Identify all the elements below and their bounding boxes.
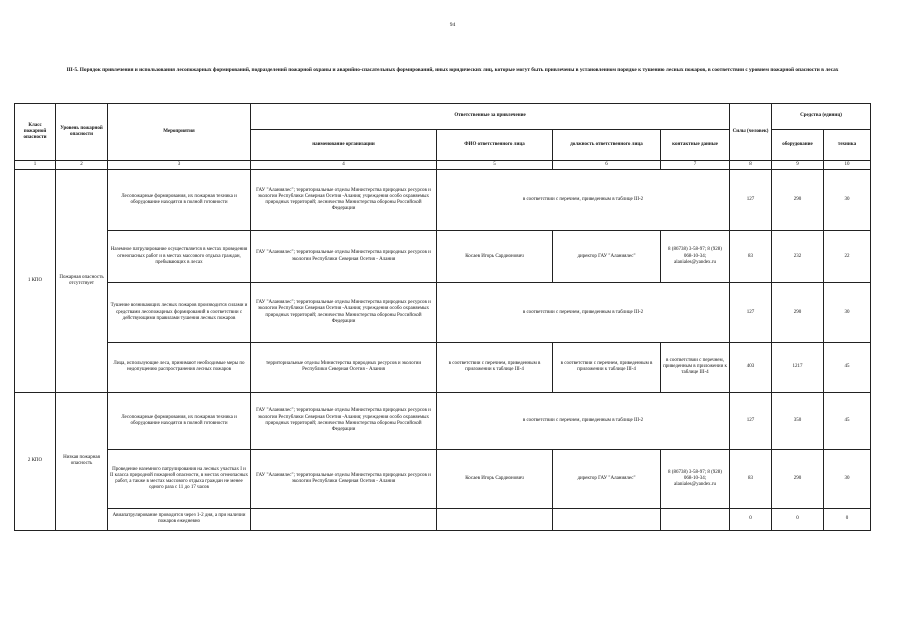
page-number: 94	[449, 22, 456, 28]
equipment-cell: 232	[772, 230, 824, 283]
forces-cell: 0	[730, 508, 772, 530]
header-contacts: контактные данные	[661, 130, 730, 161]
measure-cell: Наземное патрулирование осуществляется в местах проведения огнеопасных работ и в местах массового отдыха граждан, пребывающих в лесах	[108, 230, 251, 283]
column-number: 3	[108, 161, 251, 170]
vehicles-cell: 45	[824, 392, 871, 450]
column-number: 5	[437, 161, 553, 170]
column-number: 4	[251, 161, 437, 170]
column-number: 6	[553, 161, 661, 170]
equipment-cell: 1217	[772, 343, 824, 393]
measure-cell: Тушение возникающих лесных пожаров производится силами и средствами лесопожарных формирований в соответствии с действующими правилами тушения лесных пожаров	[108, 283, 251, 343]
header-forces: Силы (человек)	[730, 104, 772, 161]
table-row	[15, 170, 871, 231]
vehicles-cell: 45	[824, 343, 871, 393]
table-row	[15, 392, 871, 450]
header-position: должность ответственного лица	[553, 130, 661, 161]
position-cell	[553, 508, 661, 530]
fio-cell: в соответствии с перечнем, приведенным в приложении к таблице III-4	[437, 343, 553, 393]
merged-responsible-cell: в соответствии с перечнем, приведенным в таблице III-2	[437, 392, 730, 450]
equipment-cell: 290	[772, 170, 824, 231]
header-class: Класс пожарной опасности	[15, 104, 56, 161]
vehicles-cell: 22	[824, 230, 871, 283]
level-cell: Низкая пожарная опасность	[56, 392, 108, 530]
column-number-row	[15, 161, 871, 170]
header-measures: Мероприятия	[108, 104, 251, 161]
table-row	[15, 450, 871, 509]
column-number: 2	[56, 161, 108, 170]
level-cell: Пожарная опасность отсутствует	[56, 170, 108, 392]
header-means: Средства (единиц)	[772, 104, 871, 130]
table-row	[15, 230, 871, 283]
vehicles-cell: 30	[824, 170, 871, 231]
forces-cell: 127	[730, 392, 772, 450]
table-title: III-5. Порядок привлечения и использования лесопожарных формирований, подразделений пожарной охраны и аварийно-спасательных формирований, иных юридических лиц, которые могут быть привлечены в установленном порядке к тушению лесных пожаров, в соответствии с уровнем пожарной опасности в лесах	[66, 67, 839, 73]
column-number: 10	[824, 161, 871, 170]
contacts-cell: 8 (86738) 3-58-97; 8 (928) 068-10-34; alaniales@yandex.ru	[661, 230, 730, 283]
measure-cell: Авиапатрулирование проводится через 1-2 дня, а при наличии пожаров ежедневно	[108, 508, 251, 530]
table-row	[15, 508, 871, 530]
position-cell: директор ГАУ "Аланиялес"	[553, 450, 661, 509]
position-cell: в соответствии с перечнем, приведенным в приложении к таблице III-4	[553, 343, 661, 393]
header-org-name: наименование организации	[251, 130, 437, 161]
forces-cell: 83	[730, 450, 772, 509]
fio-cell	[437, 508, 553, 530]
header-level: Уровень пожарной опасности	[56, 104, 108, 161]
fio-cell: Косаев Игорь Сардионович	[437, 450, 553, 509]
vehicles-cell: 30	[824, 283, 871, 343]
forces-cell: 403	[730, 343, 772, 393]
org-cell	[251, 508, 437, 530]
position-cell: директор ГАУ "Аланиялес"	[553, 230, 661, 283]
org-cell: территориальные отделы Министерства природных ресурсов и экологии Республики Северная Осетия - Алания	[251, 343, 437, 393]
measure-cell: Лесопожарные формирования, их пожарная техника и оборудование находятся в полной готовности	[108, 170, 251, 231]
header-responsible: Ответственные за привлечение	[251, 104, 730, 130]
forces-cell: 83	[730, 230, 772, 283]
column-number: 9	[772, 161, 824, 170]
forces-cell: 127	[730, 170, 772, 231]
table-row	[15, 283, 871, 343]
equipment-cell: 290	[772, 283, 824, 343]
measure-cell: Проведение наземного патрулирования на лесных участках I и II класса природной пожарной опасности, в местах огнеопасных работ, а также в местах массового отдыха граждан не менее одного раза с 11 до 17 часов	[108, 450, 251, 509]
vehicles-cell: 0	[824, 508, 871, 530]
vehicles-cell: 30	[824, 450, 871, 509]
contacts-cell: в соответствии с перечнем, приведенным в приложении к таблице III-4	[661, 343, 730, 393]
header-equipment: оборудование	[772, 130, 824, 161]
header-vehicles: техника	[824, 130, 871, 161]
measure-cell: Лица, использующие леса, принимают необходимые меры по недопущению распространения лесных пожаров	[108, 343, 251, 393]
merged-responsible-cell: в соответствии с перечнем, приведенным в таблице III-2	[437, 283, 730, 343]
class-cell: 2 КПО	[15, 392, 56, 530]
fire-resources-table	[14, 103, 871, 531]
merged-responsible-cell: в соответствии с перечнем, приведенным в таблице III-2	[437, 170, 730, 231]
measure-cell: Лесопожарные формирования, их пожарная техника и оборудование находятся в полной готовности	[108, 392, 251, 450]
contacts-cell: 8 (86738) 3-58-97; 8 (928) 068-10-34; alaniales@yandex.ru	[661, 450, 730, 509]
org-cell: ГАУ "Аланиялес"; территориальные отделы Министерства природных ресурсов и экологии Республики Северная Осетия -Алания; учреждения особо охраняемых природных территорий; лесничество Министерства обороны Российской Федерации	[251, 170, 437, 231]
equipment-cell: 0	[772, 508, 824, 530]
table-row	[15, 343, 871, 393]
org-cell: ГАУ "Аланиялес"; территориальные отделы Министерства природных ресурсов и экологии Республики Северная Осетия -Алания; учреждения особо охраняемых природных территорий; лесничество Министерства обороны Российской Федерации	[251, 283, 437, 343]
org-cell: ГАУ "Аланиялес"; территориальные отделы Министерства природных ресурсов и экологии Республики Северная Осетия - Алания	[251, 230, 437, 283]
column-number: 1	[15, 161, 56, 170]
equipment-cell: 350	[772, 392, 824, 450]
org-cell: ГАУ "Аланиялес"; территориальные отделы Министерства природных ресурсов и экологии Республики Северная Осетия - Алания	[251, 450, 437, 509]
class-cell: 1 КПО	[15, 170, 56, 392]
header-fio: ФИО ответственного лица	[437, 130, 553, 161]
column-number: 7	[661, 161, 730, 170]
column-number: 8	[730, 161, 772, 170]
forces-cell: 127	[730, 283, 772, 343]
contacts-cell	[661, 508, 730, 530]
org-cell: ГАУ "Аланиялес"; территориальные отделы Министерства природных ресурсов и экологии Республики Северная Осетия -Алания; учреждения особо охраняемых природных территорий; лесничество Министерства обороны Российской Федерации	[251, 392, 437, 450]
equipment-cell: 290	[772, 450, 824, 509]
fio-cell: Косаев Игорь Сардионович	[437, 230, 553, 283]
